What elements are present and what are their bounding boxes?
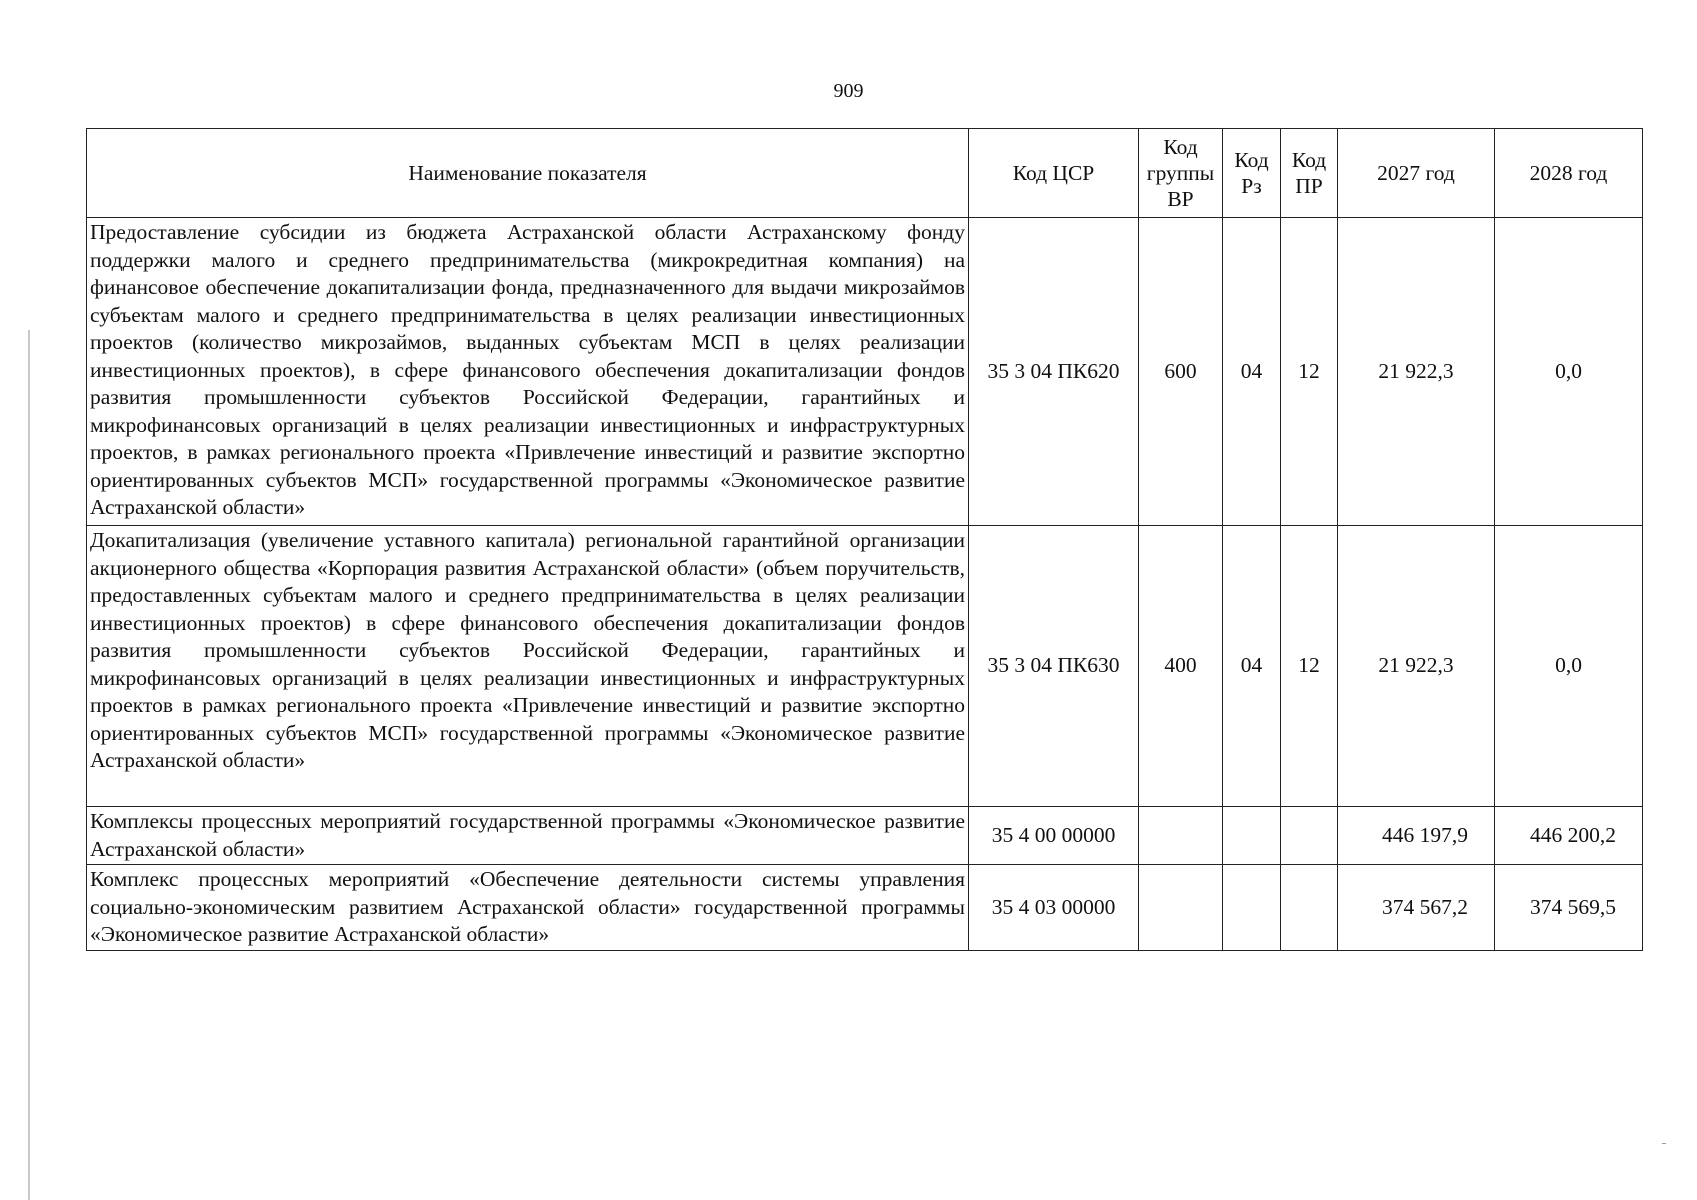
- scan-speck: [1662, 1143, 1666, 1144]
- header-vr: Код группы ВР: [1139, 129, 1223, 218]
- row-pr: 12: [1281, 526, 1338, 807]
- row-name: Докапитализация (увеличение уставного капитала) региональной гарантийной организации акционерного общества «Корпорация развития Астраханской области» (объем поручительств, предоставленных субъектам малого и среднего предпринимательства в целях реализации инвестиционных проектов) в сфере финансового обеспечения докапитализации фондов развития промышленности субъектов Российской Федерации, гарантийных и микрофинансовых организаций в целях реализации инвестиционных и инфраструктурных проектов в рамках регионального проекта «Привлечение инвестиций и развитие экспортно ориентированных субъектов МСП» государственной программы «Экономическое развитие Астраханской области»: [87, 526, 969, 807]
- row-2028: 446 200,2: [1495, 807, 1643, 865]
- row-2027: 21 922,3: [1338, 526, 1495, 807]
- row-csr: 35 3 04 ПК620: [969, 218, 1139, 526]
- row-rz: [1223, 865, 1281, 951]
- row-rz: 04: [1223, 526, 1281, 807]
- row-2027: 21 922,3: [1338, 218, 1495, 526]
- row-name: Комплексы процессных мероприятий государственной программы «Экономическое развитие Астраханской области»: [87, 807, 969, 865]
- table-row: [87, 865, 1643, 951]
- row-csr: 35 4 00 00000: [969, 807, 1139, 865]
- row-vr: [1139, 865, 1223, 951]
- row-pr: [1281, 865, 1338, 951]
- budget-table: [86, 128, 1643, 951]
- table-row: [87, 218, 1643, 526]
- row-vr: [1139, 807, 1223, 865]
- row-vr: 600: [1139, 218, 1223, 526]
- header-2027: 2027 год: [1338, 129, 1495, 218]
- row-2027: 446 197,9: [1338, 807, 1495, 865]
- scan-edge-line: [28, 330, 30, 1200]
- row-2028: 0,0: [1495, 526, 1643, 807]
- row-csr: 35 4 03 00000: [969, 865, 1139, 951]
- row-pr: 12: [1281, 218, 1338, 526]
- row-2028: 0,0: [1495, 218, 1643, 526]
- header-rz: Код Рз: [1223, 129, 1281, 218]
- row-name: Предоставление субсидии из бюджета Астраханской области Астраханскому фонду поддержки малого и среднего предпринимательства (микрокредитная компания) на финансовое обеспечение докапитализации фонда, предназначенного для выдачи микрозаймов субъектам малого и среднего предпринимательства в целях реализации инвестиционных проектов (количество микрозаймов, выданных субъектам МСП в целях реализации инвестиционных проектов), в сфере финансового обеспечения докапитализации фондов развития промышленности субъектов Российской Федерации, гарантийных и микрофинансовых организаций в целях реализации инвестиционных и инфраструктурных проектов, в рамках регионального проекта «Привлечение инвестиций и развитие экспортно ориентированных субъектов МСП» государственной программы «Экономическое развитие Астраханской области»: [87, 218, 969, 526]
- row-rz: [1223, 807, 1281, 865]
- header-2028: 2028 год: [1495, 129, 1643, 218]
- row-pr: [1281, 807, 1338, 865]
- table-row: [87, 526, 1643, 807]
- row-rz: 04: [1223, 218, 1281, 526]
- row-2027: 374 567,2: [1338, 865, 1495, 951]
- table-header-row: [87, 129, 1643, 218]
- row-csr: 35 3 04 ПК630: [969, 526, 1139, 807]
- header-name: Наименование показателя: [87, 129, 969, 218]
- table-row: [87, 807, 1643, 865]
- header-csr: Код ЦСР: [969, 129, 1139, 218]
- row-vr: 400: [1139, 526, 1223, 807]
- page-number: 909: [833, 80, 864, 102]
- row-2028: 374 569,5: [1495, 865, 1643, 951]
- row-name: Комплекс процессных мероприятий «Обеспечение деятельности системы управления социально-экономическим развитием Астраханской области» государственной программы «Экономическое развитие Астраханской области»: [87, 865, 969, 951]
- header-pr: Код ПР: [1281, 129, 1338, 218]
